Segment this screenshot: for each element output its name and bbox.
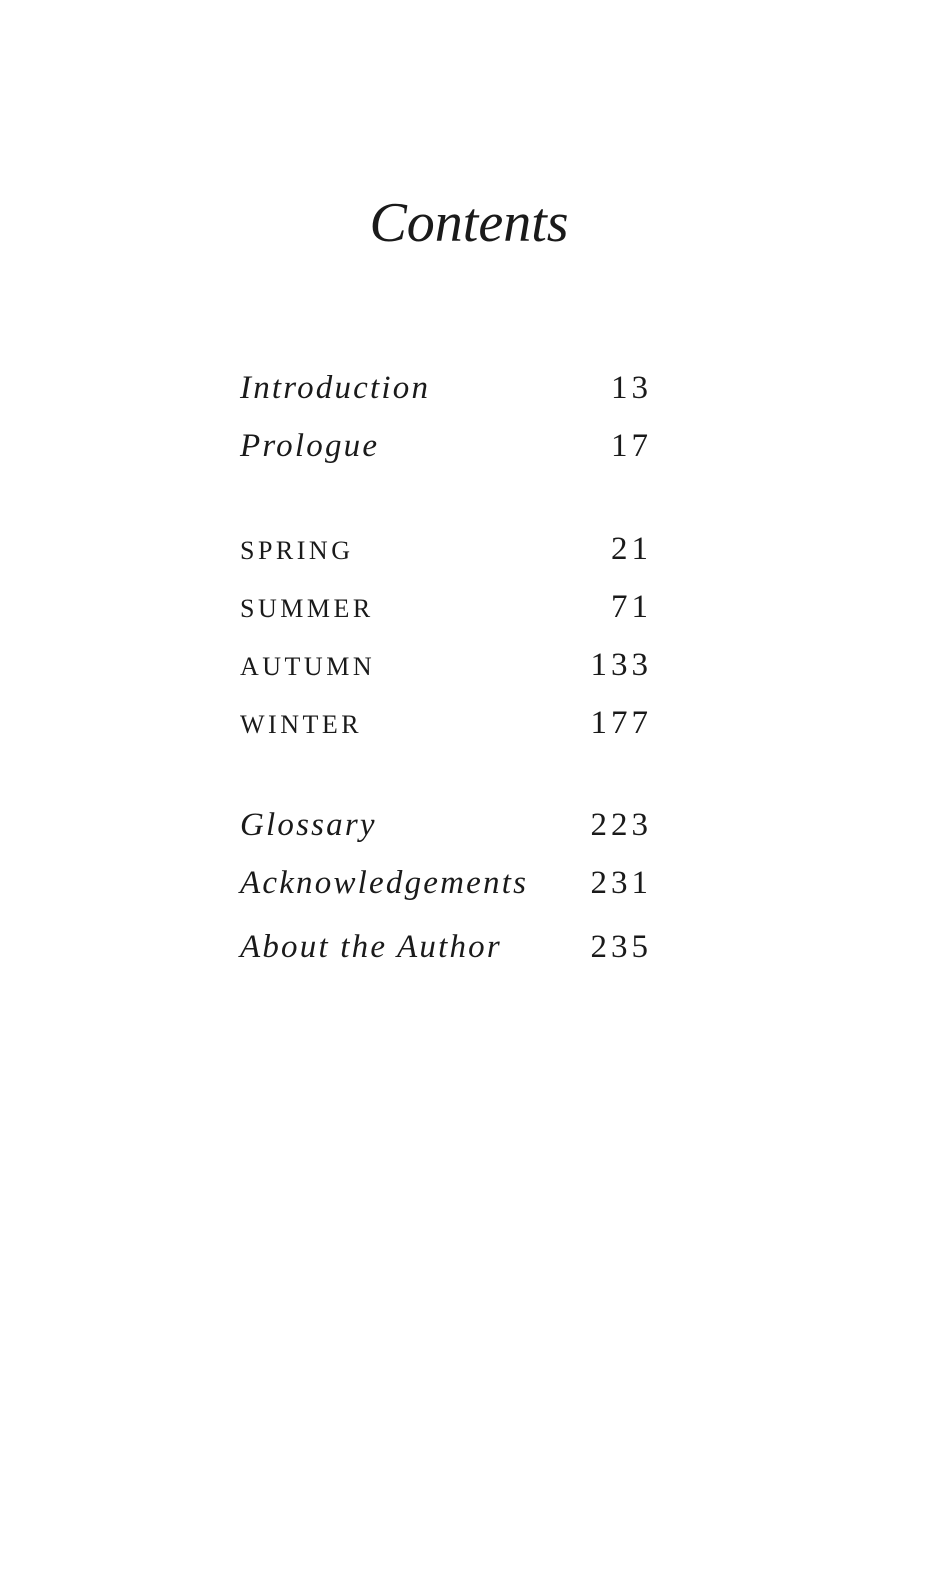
toc-page-number: 13	[611, 370, 652, 406]
toc-entry-label: Acknowledgements	[240, 865, 529, 901]
toc-entry-introduction[interactable]	[240, 370, 652, 416]
toc-entry-label: SUMMER	[240, 594, 374, 623]
toc-entry-about-the-author[interactable]	[240, 929, 652, 975]
toc-entry-label: Prologue	[240, 428, 380, 464]
toc-entry-label: AUTUMN	[240, 652, 376, 681]
toc-entry-winter[interactable]	[240, 705, 652, 751]
toc-entry-spring[interactable]	[240, 531, 652, 577]
toc-entry-acknowledgements[interactable]	[240, 865, 652, 911]
toc-entry-label: WINTER	[240, 710, 363, 739]
toc-entry-summer[interactable]	[240, 589, 652, 635]
toc-entry-autumn[interactable]	[240, 647, 652, 693]
toc-entry-label: Glossary	[240, 807, 377, 843]
toc-entry-label: SPRING	[240, 536, 354, 565]
toc-entry-label: About the Author	[240, 929, 502, 965]
toc-page-number: 177	[590, 705, 652, 741]
page-title: Contents	[369, 192, 569, 254]
toc-page-number: 235	[590, 929, 652, 965]
toc-page-number: 231	[590, 865, 652, 901]
toc-page-number: 71	[611, 589, 652, 625]
toc-page-number: 21	[611, 531, 652, 567]
toc-entry-prologue[interactable]	[240, 428, 652, 474]
toc-page-number: 17	[611, 428, 652, 464]
toc-entry-label: Introduction	[240, 370, 431, 406]
toc-page-number: 223	[590, 807, 652, 843]
toc-entry-glossary[interactable]	[240, 807, 652, 853]
toc-page-number: 133	[590, 647, 652, 683]
